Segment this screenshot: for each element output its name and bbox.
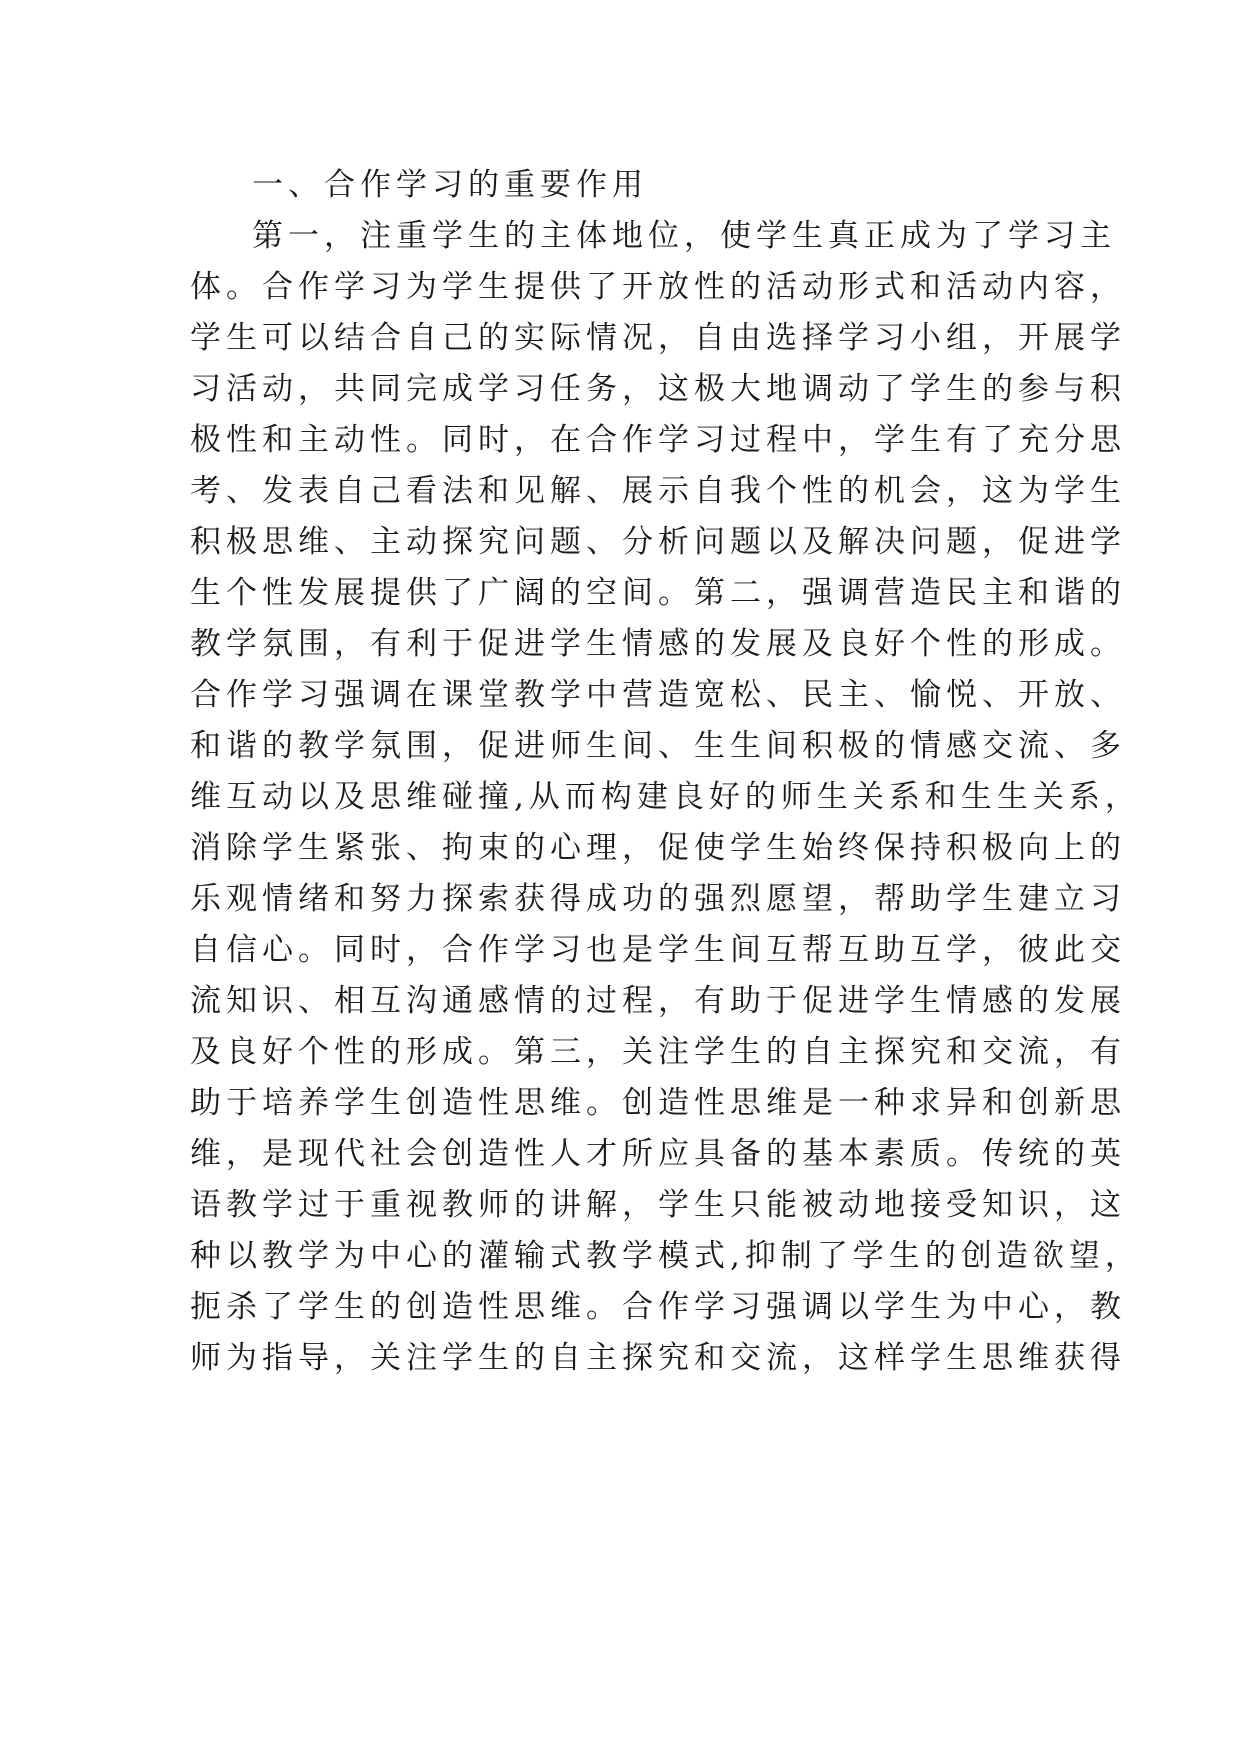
paragraph-line: 考、发表自己看法和见解、展示自我个性的机会，这为学生 [190, 473, 1126, 509]
paragraph-line: 自信心。同时，合作学习也是学生间互帮互助互学，彼此交 [190, 932, 1126, 968]
paragraph-line: 第一，注重学生的主体地位，使学生真正成为了学习主 [252, 218, 1116, 254]
paragraph-line: 语教学过于重视教师的讲解，学生只能被动地接受知识，这 [190, 1187, 1126, 1223]
paragraph-line: 消除学生紧张、拘束的心理，促使学生始终保持积极向上的 [190, 830, 1126, 866]
paragraph-line: 体。合作学习为学生提供了开放性的活动形式和活动内容， [190, 269, 1126, 305]
paragraph-line: 维，是现代社会创造性人才所应具备的基本素质。传统的英 [190, 1136, 1126, 1172]
paragraph-line: 积极思维、主动探究问题、分析问题以及解决问题，促进学 [190, 524, 1126, 560]
paragraph-line: 师为指导，关注学生的自主探究和交流，这样学生思维获得 [190, 1340, 1126, 1376]
paragraph-line: 维互动以及思维碰撞,从而构建良好的师生关系和生生关系， [190, 779, 1141, 815]
paragraph-line: 及良好个性的形成。第三，关注学生的自主探究和交流，有 [190, 1034, 1126, 1070]
paragraph-line: 乐观情绪和努力探索获得成功的强烈愿望，帮助学生建立习 [190, 881, 1126, 917]
paragraph-line: 生个性发展提供了广阔的空间。第二，强调营造民主和谐的 [190, 575, 1126, 611]
paragraph-line: 合作学习强调在课堂教学中营造宽松、民主、愉悦、开放、 [190, 677, 1126, 713]
paragraph-line: 习活动，共同完成学习任务，这极大地调动了学生的参与积 [190, 371, 1126, 407]
section-heading: 一、合作学习的重要作用 [252, 167, 648, 203]
paragraph-line: 和谐的教学氛围，促进师生间、生生间积极的情感交流、多 [190, 728, 1126, 764]
paragraph-line: 极性和主动性。同时，在合作学习过程中，学生有了充分思 [190, 422, 1126, 458]
paragraph-line: 流知识、相互沟通感情的过程，有助于促进学生情感的发展 [190, 983, 1126, 1019]
paragraph-line: 种以教学为中心的灌输式教学模式,抑制了学生的创造欲望， [190, 1238, 1141, 1274]
paragraph-line: 扼杀了学生的创造性思维。合作学习强调以学生为中心，教 [190, 1289, 1126, 1325]
document-body [190, 160, 1141, 1384]
paragraph-line: 助于培养学生创造性思维。创造性思维是一种求异和创新思 [190, 1085, 1126, 1121]
paragraph-line: 教学氛围，有利于促进学生情感的发展及良好个性的形成。 [190, 626, 1126, 662]
paragraph-line: 学生可以结合自己的实际情况，自由选择学习小组，开展学 [190, 320, 1126, 356]
